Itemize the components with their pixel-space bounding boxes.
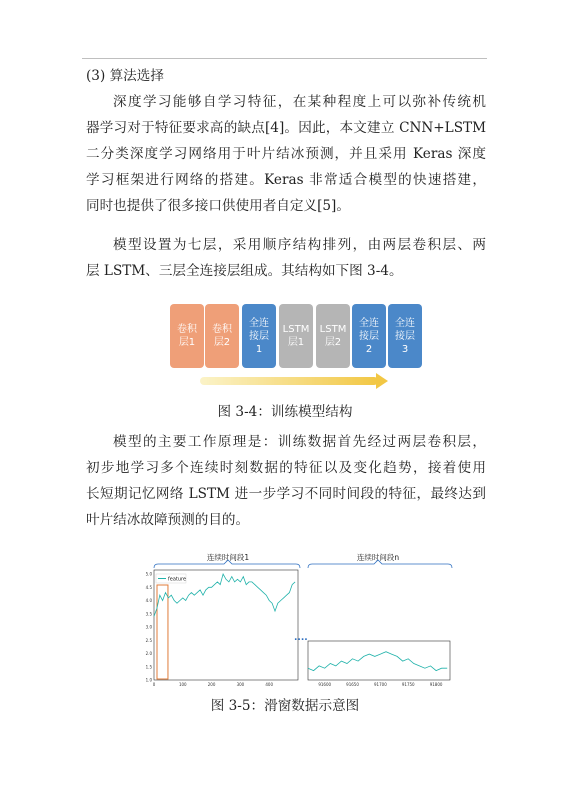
x-tick-label: 400 [265,682,274,687]
paragraph-line: 二分类深度学习网络用于叶片结冰预测，并且采用 Keras 深度 [86,146,486,162]
windown-label: 连续时间段n [356,553,400,562]
x-tick-label: 300 [236,682,245,687]
y-tick-label: 3.0 [145,624,152,630]
y-tick-label: 2.0 [145,651,152,656]
layer-block-6 [352,304,386,368]
page-header-rule [82,58,487,59]
x-tick-label: 91700 [374,682,387,687]
window1-label: 连续时间段1 [206,553,250,562]
figure-3-5-caption: 图 3-5：滑窗数据示意图 [210,698,360,714]
x-tick-label: 0 [152,682,156,687]
layer-label: 全连 接层 1 [249,317,269,355]
ellipsis-dots: .... [294,633,308,643]
right-feature-line [308,652,447,671]
sliding-window-chart [145,548,458,688]
y-tick-label: 5.0 [145,571,152,577]
paragraph-algorithm-selection [86,89,486,219]
figure-3-4-caption: 图 3-4：训练模型结构 [217,404,353,420]
flow-arrow-head [376,373,388,389]
paragraph-line: 模型的主要工作原理是：训练数据首先经过两层卷积层， [113,434,486,450]
paragraph-line: 初步地学习多个连续时刻数据的特征以及变化趋势，接着使用 [86,460,486,476]
right-plot-frame [308,641,450,680]
layer-block-7 [388,304,422,368]
paragraph-line: 器学习对于特征要求高的缺点[4]。因此，本文建立 CNN+LSTM [86,120,486,136]
layer-label: LSTM 层2 [319,324,347,348]
layer-block-4 [279,304,313,368]
paragraph-line: 深度学习能够自学习特征，在某种程度上可以弥补传统机 [113,94,486,110]
layer-block-1 [170,304,204,368]
layer-label: LSTM 层1 [282,324,310,348]
paragraph-line: 模型设置为七层，采用顺序结构排列，由两层卷积层、两 [113,237,486,253]
x-tick-label: 100 [178,682,187,687]
layer-block-2 [205,304,239,368]
layer-label: 卷积 层2 [212,324,232,348]
paragraph-line: 层 LSTM、三层全连接层组成。其结构如下图 3-4。 [86,263,403,279]
y-tick-label: 4.0 [145,598,152,603]
layer-label: 全连 接层 2 [359,317,379,355]
x-tick-label: 200 [207,682,216,687]
y-tick-label: 3.5 [145,611,152,617]
legend-label: feature [168,576,187,583]
paragraph-line: 学习框架进行网络的搭建。Keras 非常适合模型的快速搭建， [86,172,486,188]
y-tick-label: 1.5 [145,664,152,670]
layer-block-3 [242,304,276,368]
y-tick-label: 4.5 [145,584,152,590]
x-tick-label: 91750 [401,682,415,687]
paragraph-line: 长短期记忆网络 LSTM 进一步学习不同时间段的特征，最终达到 [86,486,486,502]
paragraph-line: 叶片结冰故障预测的目的。 [86,512,250,528]
paragraph-model-settings [86,232,486,284]
x-tick-label: 91650 [346,682,359,687]
layer-block-5 [316,304,350,368]
left-plot-frame [154,570,298,680]
section-heading: (3) 算法选择 [86,68,164,84]
flow-arrow-bar [200,377,378,385]
window1-brace [154,560,300,568]
y-tick-label: 1.0 [145,677,152,683]
paragraph-working-principle [86,429,486,533]
y-tick-label: 2.5 [145,637,152,643]
layer-label: 卷积 层1 [177,324,197,348]
layer-label: 全连 接层 3 [395,317,415,355]
x-tick-label: 91600 [318,682,332,687]
paragraph-line: 同时也提供了很多接口供使用者自定义[5]。 [86,198,350,214]
x-tick-label: 91800 [429,682,443,687]
